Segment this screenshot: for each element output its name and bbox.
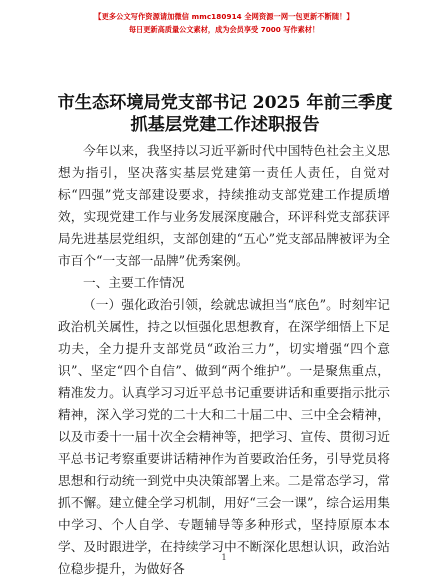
section-heading: 一、主要工作情况 bbox=[83, 275, 185, 290]
document-body bbox=[58, 140, 390, 580]
promo-banner-line-2: 每日更新高质量公文素材，成为会员享受 7000 写作素材！ bbox=[128, 25, 320, 34]
intro-paragraph: 今年以来，我坚持以习近平新时代中国特色社会主义思想为指引，坚决落实基层党建第一责任人责任，自觉对标“四强”党支部建设要求，持续推动支部党建工作提质增效，实现党建工作与业务发展深度融合，环评科党支部获评局先进基层党组织，支部创建的“五心”党支部品牌被评为全市百个“一支部一品牌”优秀案例。 bbox=[58, 143, 390, 268]
page-number: 1 bbox=[221, 553, 227, 562]
promo-banner-line-1: 【更多公文写作资源请加微信 mmc180914 全网资源一网一包更新不断随！】 bbox=[94, 12, 354, 21]
document-title: 市生态环境局党支部书记 2025 年前三季度抓基层党建工作述职报告 bbox=[57, 93, 393, 135]
body-paragraph: （一）强化政治引领，绘就忠诚担当“底色”。时刻牢记政治机关属性，持之以恒强化思想教育，在深学细悟上下足功夫，全力提升支部党员“政治三力”，切实增强“四个意识”、坚定“四个自信”、做到“两个维护”。一是聚焦重点，精准发力。认真学习习近平总书记重要讲话和重要指示批示精神，深入学习党的二十大和二十届二中、三中全会精神，以及市委十一届十次全会精神等，把学习、宣传、贯彻习近平总书记考察重要讲话精神作为首要政治任务，引导党员将思想和行动统一到党中央决策部署上来。二是常态学习，常抓不懈。建立健全学习机制，用好“三会一课”，综合运用集中学习、个人自学、专题辅导等多种形式，坚持原原本本学、及时跟进学，在持续学习中不断深化思想认识，政治站位稳步提升，为做好各 bbox=[58, 297, 390, 576]
promo-banner bbox=[0, 10, 448, 36]
